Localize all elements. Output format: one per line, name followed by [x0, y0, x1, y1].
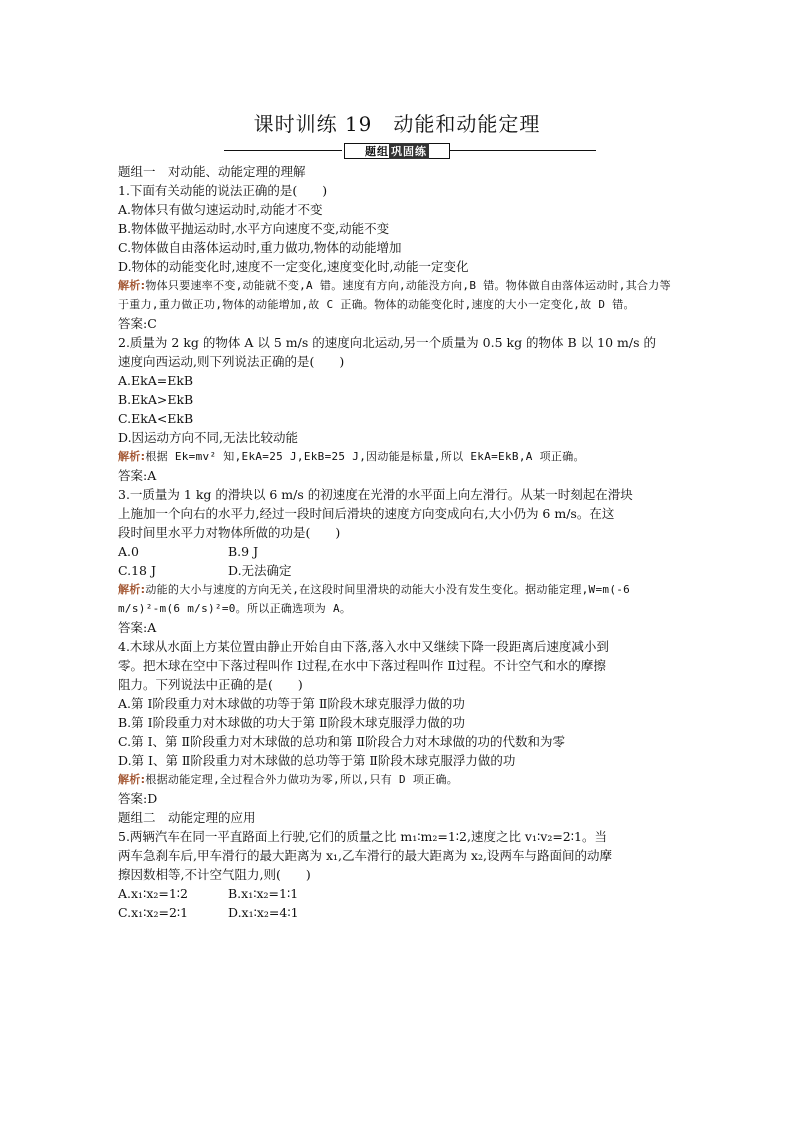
q2-analysis [118, 447, 678, 466]
q2-stem-line1: 2.质量为 2 kg 的物体 A 以 5 m/s 的速度向北运动,另一个质量为 0.5 kg 的物体 B 以 10 m/s 的 [118, 335, 656, 350]
q4-stem-line3: 阻力。下列说法中正确的是( ) [118, 677, 303, 692]
q1-option-b: B.物体做平抛运动时,水平方向速度不变,动能不变 [118, 221, 390, 236]
q1-analysis [118, 276, 678, 314]
q2-option-b: B.EkA>EkB [118, 392, 194, 407]
q3-stem-line2: 上施加一个向右的水平力,经过一段时间后滑块的速度方向变成向右,大小仍为 6 m/s。在这 [118, 506, 615, 521]
q3-stem-line1: 3.一质量为 1 kg 的滑块以 6 m/s 的初速度在光滑的水平面上向左滑行。从某一时刻起在滑块 [118, 487, 633, 502]
q5-option-a: A.x₁∶x₂=1∶2 [118, 886, 189, 901]
q3-stem-line3: 段时间里水平力对物体所做的功是( ) [118, 525, 341, 540]
q4-option-c: C.第 Ⅰ、第 Ⅱ阶段重力对木球做的总功和第 Ⅱ阶段合力对木球做的功的代数和为零 [118, 734, 565, 749]
q5-option-c: C.x₁∶x₂=2∶1 [118, 905, 189, 920]
q5-option-b: B.x₁∶x₂=1∶1 [228, 886, 299, 901]
q4-analysis [118, 770, 678, 789]
q3-answer: 答案:A [118, 620, 157, 635]
q4-analysis-text: 根据动能定理,全过程合外力做功为零,所以,只有 D 项正确。 [145, 773, 459, 786]
q3-option-a: A.0 [118, 544, 139, 559]
q1-option-d: D.物体的动能变化时,速度不一定变化,速度变化时,动能一定变化 [118, 259, 469, 274]
banner-line-left [224, 150, 342, 151]
page-title: 课时训练 19 动能和动能定理 [253, 112, 541, 136]
q2-option-a: A.EkA=EkB [118, 373, 194, 388]
q3-option-d: D.无法确定 [228, 563, 292, 578]
banner-right-text: 巩固练 [391, 145, 427, 158]
q2-answer: 答案:A [118, 468, 157, 483]
q5-stem-line3: 擦因数相等,不计空气阻力,则( ) [118, 867, 311, 882]
q1-answer: 答案:C [118, 316, 157, 331]
q4-stem-line2: 零。把木球在空中下落过程叫作 Ⅰ过程,在水中下落过程叫作 Ⅱ过程。不计空气和水的摩擦 [118, 658, 606, 673]
q2-analysis-label: 解析: [118, 450, 146, 463]
q5-option-d: D.x₁∶x₂=4∶1 [228, 905, 299, 920]
q5-options-row2 [118, 903, 678, 922]
q5-stem-line1: 5.两辆汽车在同一平直路面上行驶,它们的质量之比 m₁∶m₂=1∶2,速度之比 v₁∶v₂=2∶1。当 [118, 829, 607, 844]
q2-option-d: D.因运动方向不同,无法比较动能 [118, 430, 299, 445]
q3-analysis-label: 解析: [118, 583, 146, 596]
q4-option-d: D.第 Ⅰ、第 Ⅱ阶段重力对木球做的总功等于第 Ⅱ阶段木球克服浮力做的功 [118, 753, 516, 768]
q1-stem: 1.下面有关动能的说法正确的是( ) [118, 183, 328, 198]
q1-analysis-text: 物体只要速率不变,动能就不变,A 错。速度有方向,动能没方向,B 错。物体做自由落体运动时,其合力等于重力,重力做正功,物体的动能增加,故 C 正确。物体的动能变化时,速度的大小一定变化,故 D 错。 [118, 279, 671, 311]
q5-stem-line2: 两车急刹车后,甲车滑行的最大距离为 x₁,乙车滑行的最大距离为 x₂,设两车与路面间的动摩 [118, 848, 612, 863]
q3-option-c: C.18 J [118, 563, 156, 578]
q3-options-row2 [118, 561, 678, 580]
q1-analysis-label: 解析: [118, 279, 146, 292]
group-heading-1: 题组一 对动能、动能定理的理解 [118, 164, 306, 179]
q3-analysis [118, 580, 678, 618]
q4-option-a: A.第 Ⅰ阶段重力对木球做的功等于第 Ⅱ阶段木球克服浮力做的功 [118, 696, 465, 711]
group-heading-2: 题组二 动能定理的应用 [118, 810, 256, 825]
q2-option-c: C.EkA<EkB [118, 411, 194, 426]
q4-option-b: B.第 Ⅰ阶段重力对木球做的功大于第 Ⅱ阶段木球克服浮力做的功 [118, 715, 466, 730]
section-banner [224, 143, 596, 157]
banner-left-text: 题组 [365, 145, 389, 158]
q2-analysis-text: 根据 Ek=mv² 知,EkA=25 J,EkB=25 J,因动能是标量,所以 EkA=EkB,A 项正确。 [145, 450, 585, 463]
q3-option-b: B.9 J [228, 544, 259, 559]
document-body [118, 162, 678, 922]
q5-options-row1 [118, 884, 678, 903]
banner-box [344, 143, 450, 159]
q2-stem-line2: 速度向西运动,则下列说法正确的是( ) [118, 354, 345, 369]
q1-option-a: A.物体只有做匀速运动时,动能才不变 [118, 202, 323, 217]
q4-analysis-label: 解析: [118, 773, 146, 786]
banner-line-right [450, 150, 596, 151]
q1-option-c: C.物体做自由落体运动时,重力做功,物体的动能增加 [118, 240, 402, 255]
q3-analysis-text: 动能的大小与速度的方向无关,在这段时间里滑块的动能大小没有发生变化。据动能定理,W=m(-6 m/s)²-m(6 m/s)²=0。所以正确选项为 A。 [118, 583, 631, 615]
q3-options-row1 [118, 542, 678, 561]
q4-stem-line1: 4.木球从水面上方某位置由静止开始自由下落,落入水中又继续下降一段距离后速度减小到 [118, 639, 609, 654]
q4-answer: 答案:D [118, 791, 158, 806]
